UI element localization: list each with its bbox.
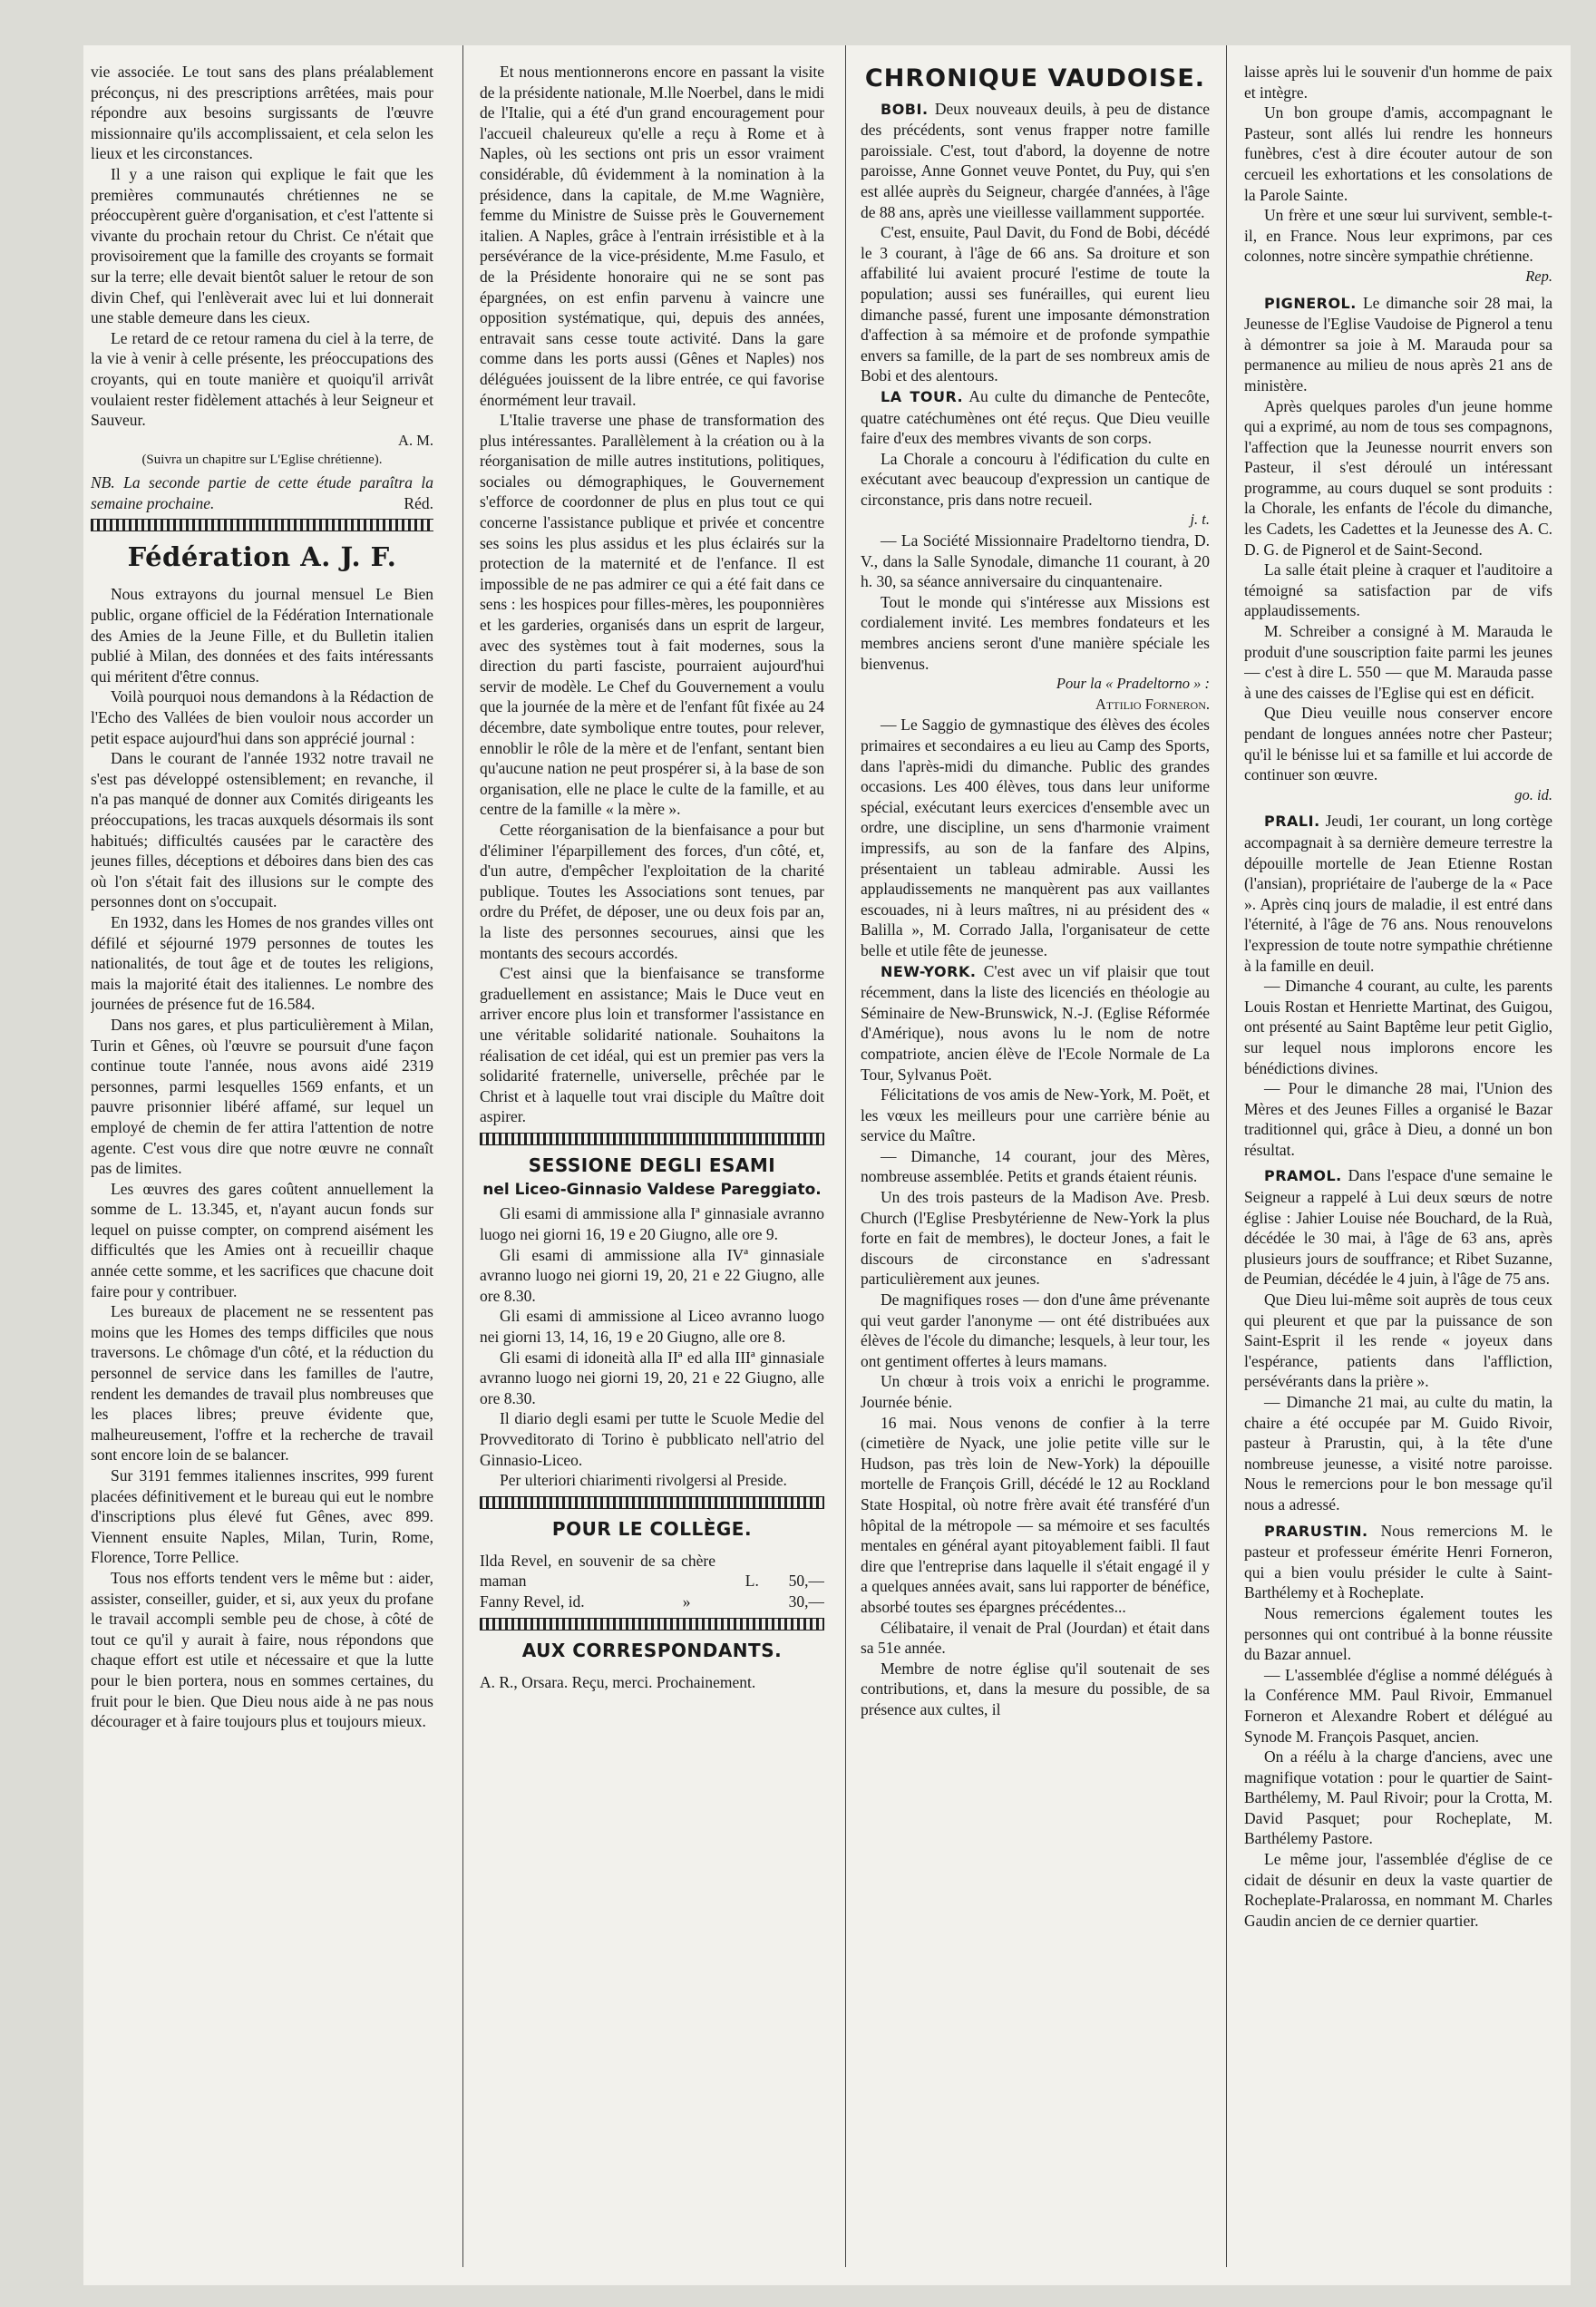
ornament-divider xyxy=(480,1618,824,1630)
place-name: LA TOUR. xyxy=(881,387,964,405)
paragraph: — La Société Missionnaire Pradeltorno tiendra, D. V., dans la Salle Synodale, dimanche 11 courant, à 20 h. 30, sa séance anniversaire du cinquantenaire. xyxy=(861,531,1210,591)
place-name: BOBI. xyxy=(881,100,929,118)
paragraph: Que Dieu veuille nous conserver encore pendant de longues années notre cher Pasteur; qu'il le bénisse lui et sa famille et lui accorde de continuer son œuvre. xyxy=(1244,704,1552,784)
paragraph: Dans le courant de l'année 1932 notre travail ne s'est pas développé ostensiblement; en revanche, il n'a pas manqué de donner aux Comités dirigeants les préoccupations, les tracas auxquels désormais ils sont habitués; difficultés causées par le caractère des jeunes filles, déceptions et déboires dans bien des cas où l'on s'était fait des illusions sur le compte des personnes dont on s'occupait. xyxy=(91,749,433,911)
newspaper-page xyxy=(83,45,1571,2285)
paragraph: Félicitations de vos amis de New-York, M. Poët, et les vœux les meilleurs pour une carrière bénie au service du Maître. xyxy=(861,1085,1210,1145)
paragraph: Et nous mentionnerons encore en passant la visite de la présidente nationale, M.lle Noerbel, dans le midi de l'Italie, qui a été d'un grand encouragement pour l'accueil chaleureux qu'elle a reçu à Rome et à Naples, où les sections ont pris un essor vraiment considérable, dû évidemment à la nomination à la présidence, dans la capitale, de M.me Wagnière, femme du Ministre de Suisse près le Gouvernement italien. A Naples, grâce à l'entrain irrésistible et à la persévérance de la vice-présidente, M.me Fasulo, et de la Présidente honoraire qui ne se sont pas épargnées, on est enfin parvenu à vaincre une opposition systématique, qui, depuis des années, entravait sans cesse toute activité. Dans la gare comme dans les ports aussi (Gênes et Naples) nos déléguées jouissent de la libre entrée, ce qui favorise énormément leur travail. xyxy=(480,63,824,409)
section-title: SESSIONE DEGLI ESAMI xyxy=(528,1154,776,1176)
paragraph: Nous remercions également toutes les personnes qui ont contribué à la bonne réussite du Bazar annuel. xyxy=(1244,1603,1552,1664)
paragraph: laisse après lui le souvenir d'un homme de paix et intègre. xyxy=(1244,63,1552,102)
paragraph: Tout le monde qui s'intéresse aux Missions est cordialement invité. Les membres fondateurs et les membres anciens seront d'une manière spéciale les bienvenus. xyxy=(861,592,1210,673)
paragraph: Gli esami di ammissione al Liceo avranno luogo nei giorni 13, 14, 16, 19 e 20 Giugno, alle ore 8. xyxy=(480,1307,824,1347)
gift-amount: 50,— xyxy=(788,1572,824,1591)
paragraph: — Le Saggio de gymnastique des élèves des écoles primaires et secondaires a eu lieu au Camp des Sports, dans l'après-midi du dimanche. Public des grandes occasions. Les 400 élèves, tous dans leur uniforme spécial, exécutant leurs exercices d'ensemble avec un ordre, une discipline, un sens d'harmonie vraiment impressifs, au son de la fanfare des Alpins, présentaient un tableau admirable. Aussi les applaudissements ne manquèrent pas aux vaillantes escouades, ni à leurs maîtres, ni au président des « Balilla », M. Corrado Jalla, l'organisateur de cette belle et utile fête de jeunesse. xyxy=(861,715,1210,959)
paragraph: De magnifiques roses — don d'une âme prévenante qui veut garder l'anonyme — ont été distribuées aux élèves de l'école du dimanche; lesquels, à leur tour, les ont gentiment offertes à leurs mamans. xyxy=(861,1290,1210,1370)
article-signature: Rep. xyxy=(1525,267,1552,285)
gift-row xyxy=(480,1551,824,1592)
paragraph: Tous nos efforts tendent vers le même but : aider, assister, conseiller, guider, et si, aux yeux du profane le travail accompli semble peu de chose, à côté de tout ce qu'il y aurait à faire, nous répondons que chaque effort est utile et nécessaire et que la lutte pour le bien portera, nous en sommes certaines, du fruit pour le bien. Que Dieu nous aide à ne pas nous décourager et à faire toujours plus et toujours mieux. xyxy=(91,1568,433,1731)
nb-signature: Réd. xyxy=(404,493,433,512)
paragraph-text: Jeudi, 1er courant, un long cortège accompagnait à sa dernière demeure terrestre la dépouille mortelle de Jean Etienne Rostan (l'ansian), propriétaire de l'auberge de la « Pace ». Après cinq jours de maladie, il est entré dans l'éternité, à l'âge de 76 ans. Nous renouvelons l'expression de toute notre sympathie chrétienne à la famille en deuil. xyxy=(1244,812,1552,975)
paragraph: C'est ainsi que la bienfaisance se transforme graduellement en assistance; Mais le Duce veut en arriver encore plus loin et transformer l'assistance en une véritable solidarité nationale. Souhaitons la réalisation de cet idéal, qui est un premier pas vers la solidarité fraternelle, universelle, prêchée par le Christ et à laquelle tout vrai disciple du Maître doit aspirer. xyxy=(480,964,824,1126)
paragraph: Membre de notre église qu'il soutenait de ses contributions, et, dans la mesure du possible, de sa présence aux cultes, il xyxy=(861,1659,1210,1718)
gift-donor: Fanny Revel, id. xyxy=(480,1592,585,1611)
paragraph xyxy=(861,99,1210,223)
paragraph: — Dimanche 4 courant, au culte, les parents Louis Rostan et Henriette Martinat, des Guigou, ont présenté au Saint Baptême leur petit Giglio, sur lequel nous implorons encore les bénédictions divines. xyxy=(1244,977,1552,1077)
paragraph: On a réélu à la charge d'anciens, avec une magnifique votation : pour le quartier de Saint-Barthélemy, M. Paul Rivoir; pour la Crotta, M. David Pasquet; pour Rocheplate, M. Barthélemy Pastore. xyxy=(1244,1747,1552,1848)
ornament-divider xyxy=(91,519,433,531)
place-name: PRAMOL. xyxy=(1264,1167,1342,1185)
paragraph: Gli esami di ammissione alla IVª ginnasiale avranno luogo nei giorni 19, 20, 21 e 22 Giugno, alle ore 8.30. xyxy=(480,1245,824,1305)
paragraph: C'est, ensuite, Paul Davit, du Fond de Bobi, décédé le 3 courant, à l'âge de 66 ans. Sa droiture et son affabilité lui avaient procuré l'estime de toute la population; aussi ses funérailles, qui eurent lieu dimanche passé, furent une imposante démonstration d'affection à sa mémoire et de profonde sympathie envers sa famille, de la part de ses nombreux amis de Bobi et des alentours. xyxy=(861,223,1210,385)
ornament-divider xyxy=(480,1496,824,1509)
gift-currency: L. xyxy=(744,1572,759,1591)
column-rule xyxy=(462,45,463,2267)
column-rule xyxy=(1226,45,1227,2267)
column-4 xyxy=(1244,62,1552,1931)
paragraph: Un des trois pasteurs de la Madison Ave. Presb. Church (l'Eglise Presbytérienne de New-York la plus forte en fait de membres), le docteur Jones, a fait le discours de circonstance en s'adressant particulièrement aux jeunes. xyxy=(861,1188,1210,1289)
column-rule xyxy=(845,45,846,2267)
place-name: PRALI. xyxy=(1264,813,1320,831)
ornament-divider xyxy=(480,1133,824,1145)
article-signature: A. M. xyxy=(398,431,433,449)
column-1 xyxy=(91,62,433,1732)
paragraph: Un bon groupe d'amis, accompagnant le Pasteur, sont allés lui rendre les honneurs funèbres, c'est à dire écouter autour de son cercueil les exhortations et les consolations de la Parole Sainte. xyxy=(1244,103,1552,204)
paragraph: Cette réorganisation de la bienfaisance a pour but d'éliminer l'éparpillement des forces, d'un côté, et, d'un autre, d'empêcher l'exploitation de la charité publique. Toutes les Associations sont tenues, par ordre du Préfet, de déposer, une ou deux fois par an, la liste des personnes secourues, ainsi que les montants des secours accordés. xyxy=(480,820,824,962)
column-2 xyxy=(480,62,824,1692)
place-name: PIGNEROL. xyxy=(1264,294,1357,312)
paragraph: 16 mai. Nous venons de confier à la terre (cimetière de Nyack, une jolie petite ville sur le Hudson, pas très loin de New-York) la dépouille mortelle de François Grill, décédé le 12 au Rockland State Hospital, où notre frère avait été transféré d'un hôpital de la métropole — sa mémoire et ses facultés mentales en général ayant pitoyablement faibli. Il faut dire que l'entreprise dans laquelle il s'était engagé il y a quelques années avait, sans lui rapporter de bénéfice, absorbé toutes ses épargnes précédentes... xyxy=(861,1413,1210,1616)
paragraph: Les bureaux de placement ne se ressentent pas moins que les Homes des temps difficiles que nous traversons. Le chômage d'un côté, et la réduction du personnel de service dans les familles de l'autre, rendent les demandes de travail plus nombreuses que les places libres; preuve évidente que, malheureusement, l'offre et la recherche de travail sont encore loin de se balancer. xyxy=(91,1302,433,1465)
article-signature: go. id. xyxy=(1514,785,1552,803)
paragraph xyxy=(861,961,1210,1085)
paragraph: Après quelques paroles d'un jeune homme qui a exprimé, au nom de tous ses compagnons, l'affection que la Jeunesse nourrit envers son Pasteur, il s'est déroulé un intéressant programme, au cours duquel se sont produits : la Chorale, les enfants de l'école du dimanche, les Cadets, les Cadettes et la Jeunesse des A. C. D. G. de Pignerol et de Saint-Second. xyxy=(1244,396,1552,559)
paragraph xyxy=(1244,811,1552,976)
section-title: POUR LE COLLÈGE. xyxy=(551,1517,753,1540)
gift-donor: Ilda Revel, en souvenir de sa chère maman xyxy=(480,1551,715,1591)
paragraph-text: Nous remercions M. le pasteur et professeur émérite Henri Forneron, qui a bien voulu présider le culte à Saint-Barthélemy et à Rocheplate. xyxy=(1244,1521,1552,1602)
paragraph: Le même jour, l'assemblée d'église de ce cidait de désunir en deux la vaste quartier de Rocheplate-Pralarossa, en nommant M. Charles Gaudin ancien de ce dernier quartier. xyxy=(1244,1850,1552,1930)
paragraph: — Pour le dimanche 28 mai, l'Union des Mères et des Jeunes Filles a organisé le Bazar traditionnel qui, grâce à Dieu, a donné un bon résultat. xyxy=(1244,1079,1552,1159)
paragraph: Un chœur à trois voix a enrichi le programme. Journée bénie. xyxy=(861,1372,1210,1411)
paragraph: — Dimanche, 14 courant, jour des Mères, nombreuse assemblée. Petits et grands étaient réunis. xyxy=(861,1146,1210,1186)
paragraph: Célibataire, il venait de Pral (Jourdan) et était dans sa 51e année. xyxy=(861,1618,1210,1658)
paragraph-text: Au culte du dimanche de Pentecôte, quatre catéchumènes ont été reçus. Que Dieu veuille faire d'eux des membres vivants de son corps. xyxy=(861,386,1210,448)
paragraph: — Dimanche 21 mai, au culte du matin, la chaire a été occupée par M. Guido Rivoir, pasteur à Prarustin, qui, à la tête d'une nombreuse jeunesse, a visité notre paroisse. Nous le remercions pour le bon message qu'il nous a adressé. xyxy=(1244,1393,1552,1514)
gift-currency: » xyxy=(682,1592,691,1611)
paragraph: Il y a une raison qui explique le fait que les premières communautés chrétiennes ne se préoccupèrent guère d'organisation, et c'est l'attente si vivante du prochain retour du Christ. Ce n'était que provisoirement que la famille des croyants se formait sur la terre; elle devait bientôt saluer le retour de son divin Chef, qui l'enlèverait avec lui et lui donnerait une stable demeure dans les cieux. xyxy=(91,164,433,327)
signature-line: Pour la « Pradeltorno » : xyxy=(1056,675,1210,693)
paragraph: Dans nos gares, et plus particulièrement à Milan, Turin et Gênes, où l'œuvre se poursuit d'une façon continue toute l'année, nous avons aidé 2319 personnes, parmi lesquelles 1569 enfants, et un pauvre prisonnier libéré affamé, sur lequel un employé de chemin de fer attira l'attention de notre agente. C'est vous dire que notre œuvre ne connaît pas de limites. xyxy=(91,1015,433,1178)
place-name: PRARUSTIN. xyxy=(1264,1522,1368,1540)
section-title: Fédération A. J. F. xyxy=(127,541,397,573)
paragraph: A. R., Orsara. Reçu, merci. Prochainement. xyxy=(480,1672,756,1691)
paragraph: Le retard de ce retour ramena du ciel à la terre, de la vie à venir à celle présente, les préoccupations des croyants, qui en toute manière et quoiqu'il arrivât voulaient rester fidèlement attachés à leur Seigneur et Sauveur. xyxy=(91,328,433,430)
paragraph: Les œuvres des gares coûtent annuellement la somme de L. 13.345, et, n'ayant aucun fonds sur lequel on puisse compter, on comprend aisément les difficultés que les Amies ont à recueillir chaque année cette somme, et les sacrifices que chacune doit faire pour y contribuer. xyxy=(91,1179,433,1300)
paragraph: Gli esami di ammissione alla Iª ginnasiale avranno luogo nei giorni 16, 19 e 20 Giugno, alle ore 9. xyxy=(480,1204,824,1244)
paragraph: — L'assemblée d'église a nommé délégués à la Conférence MM. Paul Rivoir, Emmanuel Forneron et Alexandre Robert et délégué au Synode M. François Pasquet, ancien. xyxy=(1244,1665,1552,1746)
paragraph xyxy=(861,386,1210,449)
paragraph-text: Dans l'espace d'une semaine le Seigneur a rappelé à Lui deux sœurs de notre église : Jahier Louise née Bouchard, de la Ruà, décédée le 30 mai, à l'âge de 63 ans, après plusieurs jours de souffrance; et Ribet Suzanne, de Peumian, décédée le 4 juin, à l'âge de 75 ans. xyxy=(1244,1166,1552,1289)
paragraph: Gli esami di idoneità alla IIª ed alla IIIª ginnasiale avranno luogo nei giorni 19, 20, 21 e 22 Giugno, alle ore 8.30. xyxy=(480,1348,824,1407)
paragraph: Sur 3191 femmes italiennes inscrites, 999 furent placées définitivement et le bureau qui eut le nombre d'inscriptions plus élevé fut Gênes, avec 899. Viennent ensuite Naples, Milan, Turin, Rome, Florence, Torre Pellice. xyxy=(91,1466,433,1567)
paragraph: La Chorale a concouru à l'édification du culte en exécutant avec beaucoup d'expression un cantique de circonstance, pris dans notre recueil. xyxy=(861,449,1210,509)
paragraph: La salle était pleine à craquer et l'auditoire a témoigné sa satisfaction par de vifs applaudissements. xyxy=(1244,560,1552,620)
paragraph: Il diario degli esami per tutte le Scuole Medie del Provveditorato di Torino è pubblicato nell'atrio del Ginnasio-Liceo. xyxy=(480,1409,824,1469)
follow-note: (Suivra un chapitre sur L'Eglise chrétienne). xyxy=(141,453,383,468)
paragraph: vie associée. Le tout sans des plans préalablement préconçus, ni des prescriptions arrêtées, mais pour répondre aux besoins surgissants de l'œuvre missionnaire qu'ils accomplissaient, et cela selon les lieux et les circonstances. xyxy=(91,63,433,163)
paragraph xyxy=(1244,293,1552,396)
paragraph: Que Dieu lui-même soit auprès de tous ceux qui pleurent et que par la puissance de son Saint-Esprit il les rende « joyeux dans l'espérance, patients dans l'affliction, persévérants dans la prière ». xyxy=(1244,1290,1552,1391)
nb-text: NB. La seconde partie de cette étude paraîtra la semaine prochaine. xyxy=(91,473,433,512)
column-3 xyxy=(861,62,1210,1720)
article-signature: Attilio Forneron. xyxy=(1095,695,1210,713)
nb-note xyxy=(91,472,433,513)
paragraph-text: C'est avec un vif plaisir que tout récemment, dans la liste des licenciés en théologie au Séminaire de New-Brunswick, N.-J. (Eglise Réformée d'Amérique), nous avons lu le nom de notre compatriote, ancien élève de l'Ecole Normale de La Tour, Sylvanus Poët. xyxy=(861,961,1210,1084)
section-title: AUX CORRESPONDANTS. xyxy=(521,1639,783,1661)
paragraph: L'Italie traverse une phase de transformation des plus intéressantes. Parallèlement à la création ou à la réorganisation de mille autres institutions, politiques, sociales ou démographiques, le Gouvernement s'efforce de coordonner de plus en plus tout ce qui concerne l'assistance publique et privée et concentre ses soins les plus assidus et les plus éclairés sur la protection de la maternité et de l'enfance. Il est impossible de ne pas admirer ce qui a été fait dans ce sens : les hospices pour filles-mères, les pouponnières et les garderies, organisés dans un esprit de largeur, avec des systèmes tout à fait modernes, sous la direction du parti fasciste, pourraient aujourd'hui servir de modèle. Le Chef du Gouvernement a voulu que la journée de la mère et de l'enfant fût fixée au 24 décembre, date symbolique entre toutes, pour relever, ennoblir le rôle de la mère et de l'enfant, sentant bien qu'aucune nation ne peut prospérer si, à la base de son organisation, elle ne place le culte de la famille, et au centre de la famille « la mère ». xyxy=(480,411,824,819)
paragraph: En 1932, dans les Homes de nos grandes villes ont défilé et séjourné 1979 personnes de toutes les nationalités, de tout âge et de toutes les religions, mais la majorité était des italiennes. Le nombre des journées de présence fut de 16.584. xyxy=(91,912,433,1014)
section-subtitle: nel Liceo-Ginnasio Valdese Pareggiato. xyxy=(482,1180,822,1199)
gift-row xyxy=(480,1592,824,1612)
gift-amount: 30,— xyxy=(788,1592,824,1611)
paragraph-text: Deux nouveaux deuils, à peu de distance des précédents, sont venus frapper notre famille paroissiale. C'est, tout d'abord, la doyenne de notre paroisse, Anne Gonnet veuve Pontet, du Puy, qui s'en est allée auprès du Seigneur, chargée d'années, à l'âge de 88 ans, après une vieillesse vaillamment supportée. xyxy=(861,99,1210,221)
paragraph xyxy=(1244,1165,1552,1290)
paragraph: Per ulteriori chiarimenti rivolgersi al Preside. xyxy=(500,1471,787,1490)
paragraph: Nous extrayons du journal mensuel Le Bien public, organe officiel de la Fédération Internationale des Amies de la Jeune Fille, et du Bulletin italien publié à Milan, des données et des faits intéressants qui méritent d'être connus. xyxy=(91,585,433,686)
paragraph xyxy=(1244,1521,1552,1603)
paragraph: Un frère et une sœur lui survivent, semble-t-il, en France. Nous leur exprimons, par ces colonnes, notre sincère sympathie chrétienne. xyxy=(1244,206,1552,266)
section-title: CHRONIQUE VAUDOISE. xyxy=(864,64,1206,92)
paragraph: Voilà pourquoi nous demandons à la Rédaction de l'Echo des Vallées de bien vouloir nous accorder un petit espace aujourd'hui dans son apprécié journal : xyxy=(91,687,433,747)
place-name: NEW-YORK. xyxy=(881,962,977,980)
article-signature: j. t. xyxy=(1190,511,1210,529)
paragraph-text: Le dimanche soir 28 mai, la Jeunesse de l'Eglise Vaudoise de Pignerol a tenu à démontrer sa joie à M. Marauda pour sa permanence au milieu de nous après 21 ans de ministère. xyxy=(1244,293,1552,394)
paragraph: M. Schreiber a consigné à M. Marauda le produit d'une souscription faite parmi les jeunes — c'est à dire L. 550 — que M. Marauda passe à une des caisses de l'Eglise qui est en déficit. xyxy=(1244,622,1552,702)
